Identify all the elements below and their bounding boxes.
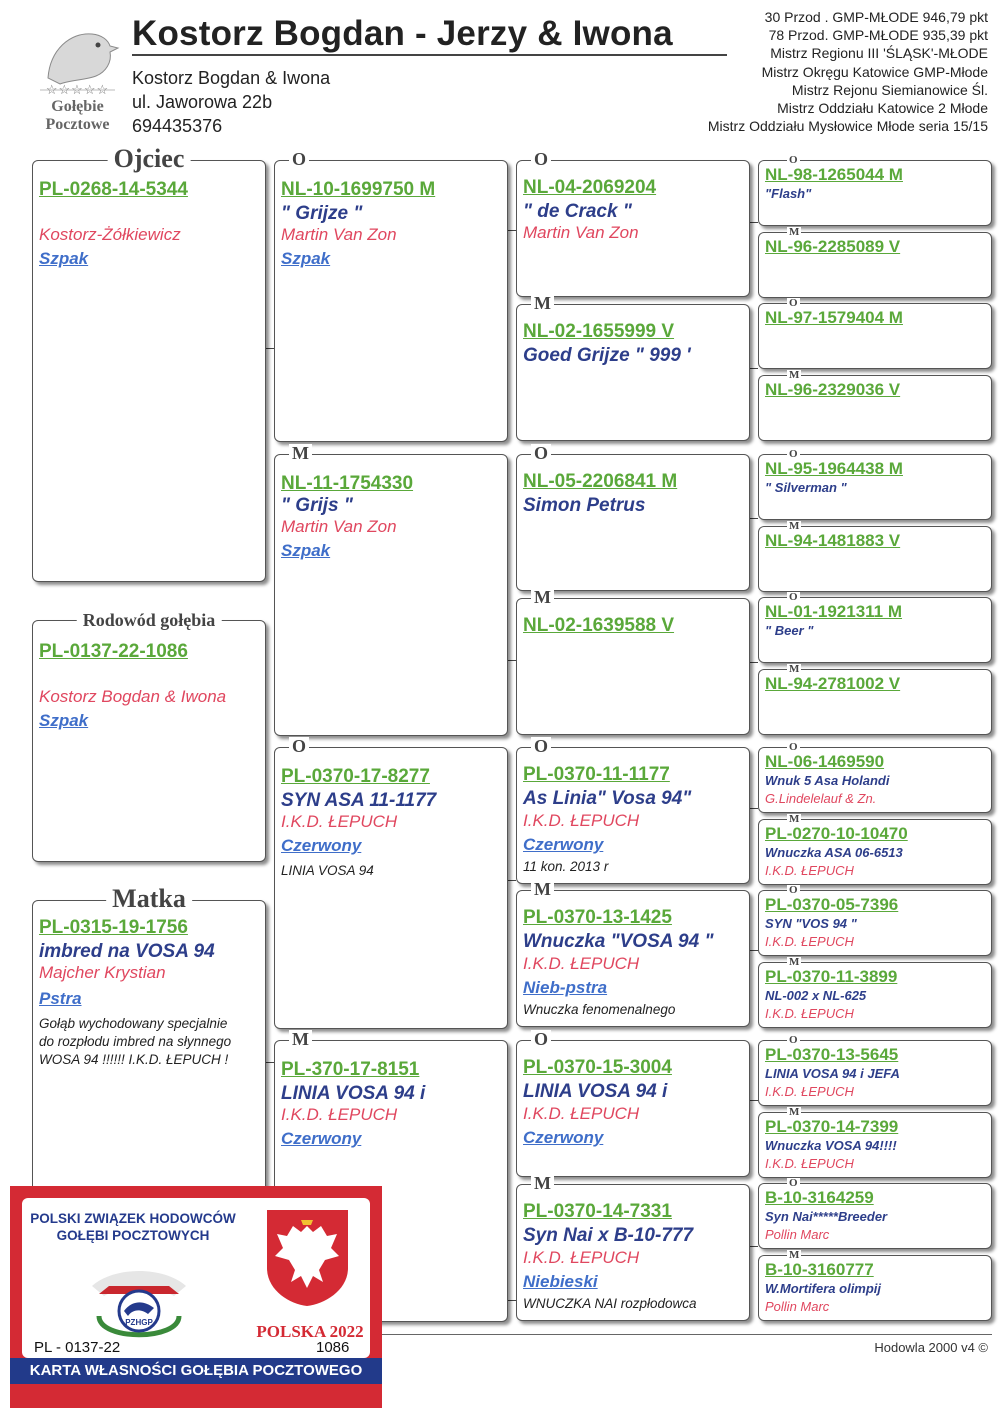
title-underline	[132, 54, 727, 56]
ancestor-note: Wnuczka fenomenalnego	[523, 1002, 676, 1017]
ancestor-color: Szpak	[281, 541, 331, 560]
ancestor-ring: NL-02-1639588 V	[523, 615, 675, 636]
ancestor-ring: NL-02-1655999 V	[523, 321, 675, 342]
card-panel	[22, 1198, 370, 1358]
mother-label: Matka	[106, 886, 192, 912]
card-ring-number: 1086	[316, 1339, 350, 1356]
ancestor-name: Goed Grijze " 999 '	[523, 345, 691, 366]
owner-info	[132, 66, 330, 138]
ancestor-ring: PL-0370-11-1177	[523, 764, 670, 785]
subject-box[interactable]	[32, 610, 266, 862]
achievement-item: Mistrz Okręgu Katowice GMP-Młode	[761, 63, 988, 80]
sex-marker: O	[789, 884, 798, 896]
emblem-text: PZHGP	[125, 1318, 153, 1327]
father-color: Szpak	[39, 249, 89, 268]
ancestor-ring: PL-0370-17-8277	[281, 766, 430, 787]
owner-name: Kostorz Bogdan & Iwona	[132, 68, 331, 88]
ancestor-ring: PL-370-17-8151	[281, 1059, 420, 1080]
subject-ring: PL-0137-22-1086	[39, 641, 188, 662]
sex-marker: O	[789, 741, 798, 753]
achievement-item: 30 Przod . GMP-MŁODE 946,79 pkt	[764, 9, 988, 25]
ancestor-breeder: I.K.D. ŁEPUCH	[281, 812, 398, 831]
ancestor-ring: PL-0370-14-7331	[523, 1201, 672, 1222]
sex-marker: M	[289, 1030, 312, 1048]
ancestor-ring: PL-0370-14-7399	[765, 1117, 899, 1136]
ancestor-ring: PL-0370-05-7396	[765, 895, 899, 914]
logo-text-2: Pocztowe	[45, 116, 110, 133]
ancestor-breeder: I.K.D. ŁEPUCH	[523, 1104, 640, 1123]
ancestor-mmm-box[interactable]	[516, 1173, 750, 1321]
ancestor-fmf-box[interactable]	[516, 443, 750, 591]
ancestor-g4-box[interactable]	[758, 1034, 992, 1106]
ancestor-g4-box[interactable]	[758, 813, 992, 885]
ancestor-ring: PL-0370-15-3004	[523, 1057, 672, 1078]
mother-note: Gołąb wychodowany specjalnie do rozpłodu imbred na słynnego WOSA 94 !!!!!! I.K.D. ŁEPUCH !	[39, 1016, 232, 1067]
ancestor-name: SYN "VOS 94 "	[765, 916, 857, 931]
sex-marker: M	[789, 226, 800, 238]
sex-marker: O	[289, 737, 309, 755]
ancestor-ring: B-10-3164259	[765, 1188, 874, 1207]
mother-color: Pstra	[39, 989, 82, 1008]
mother-name: imbred na VOSA 94	[39, 941, 215, 962]
card-footer-title: KARTA WŁASNOŚCI GOŁĘBIA POCZTOWEGO	[10, 1358, 382, 1384]
ancestor-ring: NL-94-1481883 V	[765, 531, 901, 550]
ancestor-g4-box[interactable]	[758, 884, 992, 956]
ancestor-ring: NL-96-2329036 V	[765, 380, 901, 399]
ancestor-name: SYN ASA 11-1177	[281, 790, 437, 811]
achievement-item: 78 Przod. GMP-MŁODE 935,39 pkt	[768, 27, 988, 44]
ancestor-mmf-box[interactable]	[516, 1029, 750, 1177]
ancestor-name: NL-002 x NL-625	[765, 988, 867, 1003]
father-label: Ojciec	[108, 146, 191, 172]
card-org-line-2: GOŁĘBI POCZTOWYCH	[56, 1228, 210, 1243]
ancestor-g4-box[interactable]	[758, 1177, 992, 1249]
ancestor-name: LINIA VOSA 94 i JEFA	[765, 1066, 900, 1081]
achievement-item: Mistrz Oddziału Katowice 2 Młode	[777, 100, 988, 117]
page-title: Kostorz Bogdan - Jerzy & Iwona	[132, 14, 673, 53]
ancestor-g4-box[interactable]	[758, 520, 992, 592]
ancestor-ring: NL-10-1699750 M	[281, 179, 436, 200]
ancestor-breeder: G.Lindelelauf & Zn.	[765, 791, 877, 806]
ancestor-fff-box[interactable]	[516, 149, 750, 297]
ancestor-ring: NL-11-1754330	[281, 473, 414, 494]
ancestor-ring: NL-98-1265044 M	[765, 165, 903, 184]
ancestor-g4-box[interactable]	[758, 591, 992, 663]
sex-marker: M	[289, 444, 312, 462]
owner-phone: 694435376	[132, 116, 223, 136]
sex-marker: M	[789, 813, 800, 825]
ancestor-ring: PL-0370-13-1425	[523, 907, 672, 928]
ancestor-ring: NL-06-1469590	[765, 752, 885, 771]
ancestor-name: "Flash"	[765, 186, 812, 201]
ancestor-breeder: Martin Van Zon	[281, 225, 397, 244]
sex-marker: O	[531, 150, 551, 168]
ancestor-ring: NL-96-2285089 V	[765, 237, 901, 256]
ancestor-ring: NL-94-2781002 V	[765, 674, 901, 693]
sex-marker: O	[531, 444, 551, 462]
ancestor-breeder: I.K.D. ŁEPUCH	[523, 811, 640, 830]
ancestor-name: As Linia" Vosa 94"	[523, 788, 692, 809]
ancestor-breeder: I.K.D. ŁEPUCH	[281, 1105, 398, 1124]
ancestor-name: Wnuczka VOSA 94!!!!	[765, 1138, 897, 1153]
ancestor-g4-box[interactable]	[758, 448, 992, 520]
ancestor-note: LINIA VOSA 94	[281, 863, 374, 878]
ancestor-breeder: Pollin Marc	[765, 1299, 830, 1314]
father-breeder: Kostorz-Żółkiewicz	[39, 225, 181, 244]
ancestor-ring: B-10-3160777	[765, 1260, 874, 1279]
sex-marker: O	[789, 154, 798, 166]
ancestor-color: Szpak	[281, 249, 331, 268]
ancestor-name: Simon Petrus	[523, 495, 646, 516]
achievement-item: Mistrz Rejonu Siemianowice Śl.	[791, 81, 988, 98]
ancestor-ring: NL-95-1964438 M	[765, 459, 903, 478]
ancestor-name: LINIA VOSA 94 i	[281, 1083, 426, 1104]
card-org-line-1: POLSKI ZWIĄZEK HODOWCÓW	[30, 1211, 236, 1226]
ancestor-breeder: Martin Van Zon	[281, 517, 397, 536]
sex-marker: M	[789, 520, 800, 532]
ancestor-ring: PL-0370-11-3899	[765, 967, 898, 986]
ancestor-ring: PL-0370-13-5645	[765, 1045, 899, 1064]
polish-eagle-icon	[265, 1208, 350, 1308]
ancestor-color: Niebieski	[523, 1272, 598, 1291]
ancestor-ring: NL-04-2069204	[523, 177, 657, 198]
ancestor-breeder: I.K.D. ŁEPUCH	[765, 1006, 854, 1021]
ancestor-breeder: I.K.D. ŁEPUCH	[523, 954, 640, 973]
ancestor-color: Nieb-pstra	[523, 978, 608, 997]
ancestor-name: Wnuczka "VOSA 94 "	[523, 931, 714, 952]
card-ring-prefix: PL - 0137-22	[34, 1339, 121, 1356]
ancestor-breeder: I.K.D. ŁEPUCH	[765, 1156, 854, 1171]
ancestor-ff-box[interactable]	[274, 149, 508, 442]
subject-breeder: Kostorz Bogdan & Iwona	[39, 687, 227, 706]
ancestor-g4-box[interactable]	[758, 154, 992, 226]
ancestor-g4-box[interactable]	[758, 663, 992, 735]
mother-box[interactable]	[32, 884, 266, 1202]
card-org-name	[28, 1210, 238, 1244]
ancestor-ffm-box[interactable]	[516, 293, 750, 441]
ancestor-breeder: I.K.D. ŁEPUCH	[765, 863, 854, 878]
pedigree-label: Rodowód gołębia	[77, 611, 222, 629]
mother-ring: PL-0315-19-1756	[39, 917, 188, 938]
ancestor-mfm-box[interactable]	[516, 879, 750, 1027]
sex-marker: M	[789, 1249, 800, 1261]
ownership-card	[10, 1186, 382, 1408]
ancestor-note: 11 kon. 2013 r	[523, 859, 609, 874]
sex-marker: O	[789, 1034, 798, 1046]
bottom-rule	[380, 1334, 992, 1335]
ancestor-color: Czerwony	[281, 1129, 362, 1148]
ancestor-ring: NL-05-2206841 M	[523, 471, 678, 492]
ancestor-name: Syn Nai x B-10-777	[523, 1225, 694, 1246]
achievement-item: Mistrz Regionu III 'ŚLĄSK'-MŁODE	[770, 45, 988, 62]
ancestor-color: Czerwony	[523, 1128, 604, 1147]
achievement-item: Mistrz Oddziału Mysłowice Młode seria 15/15	[707, 118, 988, 135]
ancestor-name: " de Crack "	[523, 201, 632, 222]
ancestor-g4-box[interactable]	[758, 1106, 992, 1178]
software-footer: Hodowla 2000 v4 ©	[874, 1340, 988, 1355]
sex-marker: M	[789, 663, 800, 675]
sex-marker: M	[789, 369, 800, 381]
sex-marker: O	[789, 297, 798, 309]
ancestor-name: " Silverman "	[765, 480, 847, 495]
ancestor-note: WNUCZKA NAI rozpłodowca	[523, 1296, 697, 1311]
ancestor-name: LINIA VOSA 94 i	[523, 1081, 668, 1102]
sex-marker: O	[789, 591, 798, 603]
ancestor-color: Czerwony	[281, 836, 362, 855]
ancestor-g4-box[interactable]	[758, 226, 992, 298]
ancestor-ring: PL-0270-10-10470	[765, 824, 908, 843]
ancestor-breeder: Martin Van Zon	[523, 223, 639, 242]
ancestor-mff-box[interactable]	[516, 736, 750, 884]
sex-marker: M	[531, 1174, 554, 1192]
ancestor-g4-box[interactable]	[758, 956, 992, 1028]
ancestor-breeder: Pollin Marc	[765, 1227, 830, 1242]
sex-marker: O	[789, 448, 798, 460]
sex-marker: O	[289, 150, 309, 168]
ancestor-fm-box[interactable]	[274, 443, 508, 736]
ancestor-fmm-box[interactable]	[516, 587, 750, 735]
father-ring: PL-0268-14-5344	[39, 179, 188, 200]
ancestor-mf-box[interactable]	[274, 736, 508, 1029]
sex-marker: M	[789, 1106, 800, 1118]
sex-marker: M	[789, 956, 800, 968]
mother-breeder: Majcher Krystian	[39, 963, 166, 982]
ancestor-name: Wnuczka ASA 06-6513	[765, 845, 903, 860]
logo-text-1: Gołębie	[51, 98, 104, 115]
ancestor-g4-box[interactable]	[758, 369, 992, 441]
sex-marker: M	[531, 880, 554, 898]
ancestor-color: Czerwony	[523, 835, 604, 854]
ancestor-breeder: I.K.D. ŁEPUCH	[765, 1084, 854, 1099]
ancestor-g4-box[interactable]	[758, 1249, 992, 1321]
sex-marker: O	[789, 1177, 798, 1189]
ancestor-name: " Grijze "	[281, 203, 363, 224]
father-box[interactable]	[32, 144, 266, 582]
ancestor-breeder: I.K.D. ŁEPUCH	[523, 1248, 640, 1267]
sex-marker: M	[531, 294, 554, 312]
breeder-logo	[30, 10, 125, 135]
card-country-year: POLSKA 2022	[256, 1322, 364, 1341]
ancestor-g4-box[interactable]	[758, 741, 992, 813]
sex-marker: O	[531, 1030, 551, 1048]
sex-marker: O	[531, 737, 551, 755]
ancestor-name: " Grijs "	[281, 495, 353, 516]
ancestor-name: Wnuk 5 Asa Holandi	[765, 773, 890, 788]
owner-address: ul. Jaworowa 22b	[132, 92, 273, 112]
ancestor-ring: NL-97-1579404 M	[765, 308, 903, 327]
ancestor-ring: NL-01-1921311 M	[765, 602, 903, 621]
ancestor-name: " Beer "	[765, 623, 814, 638]
ancestor-breeder: I.K.D. ŁEPUCH	[765, 934, 854, 949]
logo-stars: ☆☆☆☆☆	[45, 82, 110, 97]
subject-color: Szpak	[39, 711, 89, 730]
ancestor-g4-box[interactable]	[758, 297, 992, 369]
achievements-list	[658, 8, 988, 135]
sex-marker: M	[531, 588, 554, 606]
ancestor-name: Syn Nai*****Breeder	[765, 1209, 888, 1224]
ancestor-name: W.Mortifera olimpij	[765, 1281, 882, 1296]
